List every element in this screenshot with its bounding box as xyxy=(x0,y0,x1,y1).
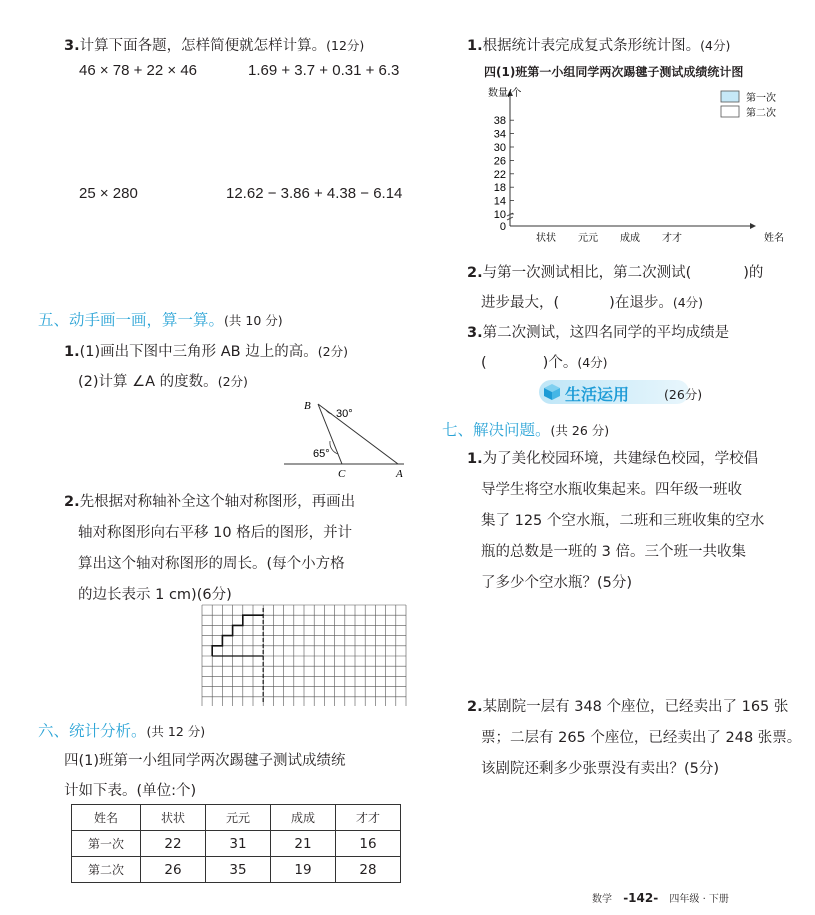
table-row xyxy=(72,857,401,883)
legend-entry: 第二次 xyxy=(746,108,776,119)
bar-chart xyxy=(480,84,800,246)
footer-subject: 数学 xyxy=(592,894,612,905)
calc-expression-4: 12.62 − 3.86 + 4.38 − 6.14 xyxy=(226,185,403,202)
s7-question-1: 1.为了美化校园环境，共建绿色校园，学校倡 导学生将空水瓶收集起来。四年级一班收 集了 125 个空水瓶，二班和三班收集的空水 瓶的总数是一班的 3 倍。三个班一共收集 了多少个空水瓶？(5分) xyxy=(467,451,765,591)
vertex-a-label: A xyxy=(396,468,403,480)
chart-title: 四(1)班第一小组同学两次踢毽子测试成绩统计图 xyxy=(484,65,744,79)
y-tick-label: 22 xyxy=(493,168,506,181)
y-tick-label: 14 xyxy=(493,195,506,208)
question-3: 3.计算下面各题，怎样简便就怎样计算。(12分) xyxy=(64,38,365,54)
x-axis-arrow xyxy=(750,223,756,229)
right-question-3: 3.第二次测试，这四名同学的平均成绩是 ( )个。(4分) xyxy=(467,325,730,371)
y-tick-label: 18 xyxy=(493,182,506,195)
y-tick-label: 30 xyxy=(493,142,506,154)
table-row xyxy=(72,831,401,857)
y-tick-label: 34 xyxy=(493,128,506,141)
y-tick-label: 26 xyxy=(493,155,506,168)
table-cell: 35 xyxy=(206,857,271,883)
score-table xyxy=(71,804,401,883)
footer xyxy=(592,890,729,905)
x-tick-label: 成成 xyxy=(620,233,640,244)
right-question-2: 2.与第一次测试相比，第二次测试( )的 进步最大，( )在退步。(4分) xyxy=(467,265,764,311)
right-question-1: 1.根据统计表完成复式条形统计图。(4分) xyxy=(467,38,731,54)
cube-icon xyxy=(543,383,561,401)
table-header: 成成 xyxy=(271,805,336,831)
vertex-c-label: C xyxy=(338,468,346,480)
legend-swatch xyxy=(721,91,739,102)
y-tick-label: 10 xyxy=(493,209,506,221)
s5-question-1-line1: 1.(1)画出下图中三角形 AB 边上的高。(2分) xyxy=(64,344,348,360)
calc-expression-3: 25 × 280 xyxy=(79,185,138,202)
table-row-label: 第一次 xyxy=(72,831,141,857)
table-header: 状状 xyxy=(141,805,206,831)
y-axis-label: 数量/个 xyxy=(488,88,522,99)
banner-score: (26分) xyxy=(664,387,703,402)
table-cell: 19 xyxy=(271,857,336,883)
x-tick-label: 状状 xyxy=(536,233,556,244)
table-header-row xyxy=(72,805,401,831)
s6-intro: 四(1)班第一小组同学两次踢毽子测试成绩统 计如下表。(单位:个) xyxy=(64,753,346,799)
vertex-b-label: B xyxy=(304,400,311,412)
legend-swatch xyxy=(721,106,739,117)
table-cell: 28 xyxy=(336,857,401,883)
symmetry-grid xyxy=(201,604,407,706)
table-header: 才才 xyxy=(336,805,401,831)
legend-entry: 第一次 xyxy=(746,93,776,104)
triangle-figure xyxy=(280,396,410,482)
section-5-title: 五、动手画一画，算一算。(共 10 分) xyxy=(38,311,283,329)
s7-question-2: 2.某剧院一层有 348 个座位，已经卖出了 165 张 票；二层有 265 个座位，已经卖出了 248 张票。 该剧院还剩多少张票没有卖出？(5分) xyxy=(467,699,802,777)
x-tick-label: 元元 xyxy=(578,233,598,244)
table-cell: 21 xyxy=(271,831,336,857)
banner-title: 生活运用 xyxy=(565,385,630,404)
y-tick-label: 0 xyxy=(499,221,506,233)
table-cell: 22 xyxy=(141,831,206,857)
footer-page: -142- xyxy=(623,891,659,905)
footer-grade: 四年级 · 下册 xyxy=(669,894,729,905)
section-7-title: 七、解决问题。(共 26 分) xyxy=(442,421,610,439)
x-axis-label: 姓名 xyxy=(764,233,784,244)
s5-question-1-line2: (2)计算 ∠A 的度数。(2分) xyxy=(78,374,248,390)
angle-c-label: 65° xyxy=(313,448,330,460)
section-6-title: 六、统计分析。(共 12 分) xyxy=(38,722,206,740)
y-tick-label: 38 xyxy=(493,115,506,128)
s5-question-2: 2.先根据对称轴补全这个轴对称图形，再画出 轴对称图形向右平移 10 格后的图形，并计 算出这个轴对称图形的周长。(每个小方格 的边长表示 1 cm)(6分) xyxy=(64,494,356,603)
x-tick-label: 才才 xyxy=(662,233,682,244)
table-cell: 26 xyxy=(141,857,206,883)
table-cell: 31 xyxy=(206,831,271,857)
angle-b-label: 30° xyxy=(336,408,353,420)
table-row-label: 第二次 xyxy=(72,857,141,883)
calc-expression-1: 46 × 78 + 22 × 46 xyxy=(79,62,198,79)
table-header: 姓名 xyxy=(72,805,141,831)
table-cell: 16 xyxy=(336,831,401,857)
calc-expression-2: 1.69 + 3.7 + 0.31 + 6.3 xyxy=(248,62,400,79)
table-header: 元元 xyxy=(206,805,271,831)
